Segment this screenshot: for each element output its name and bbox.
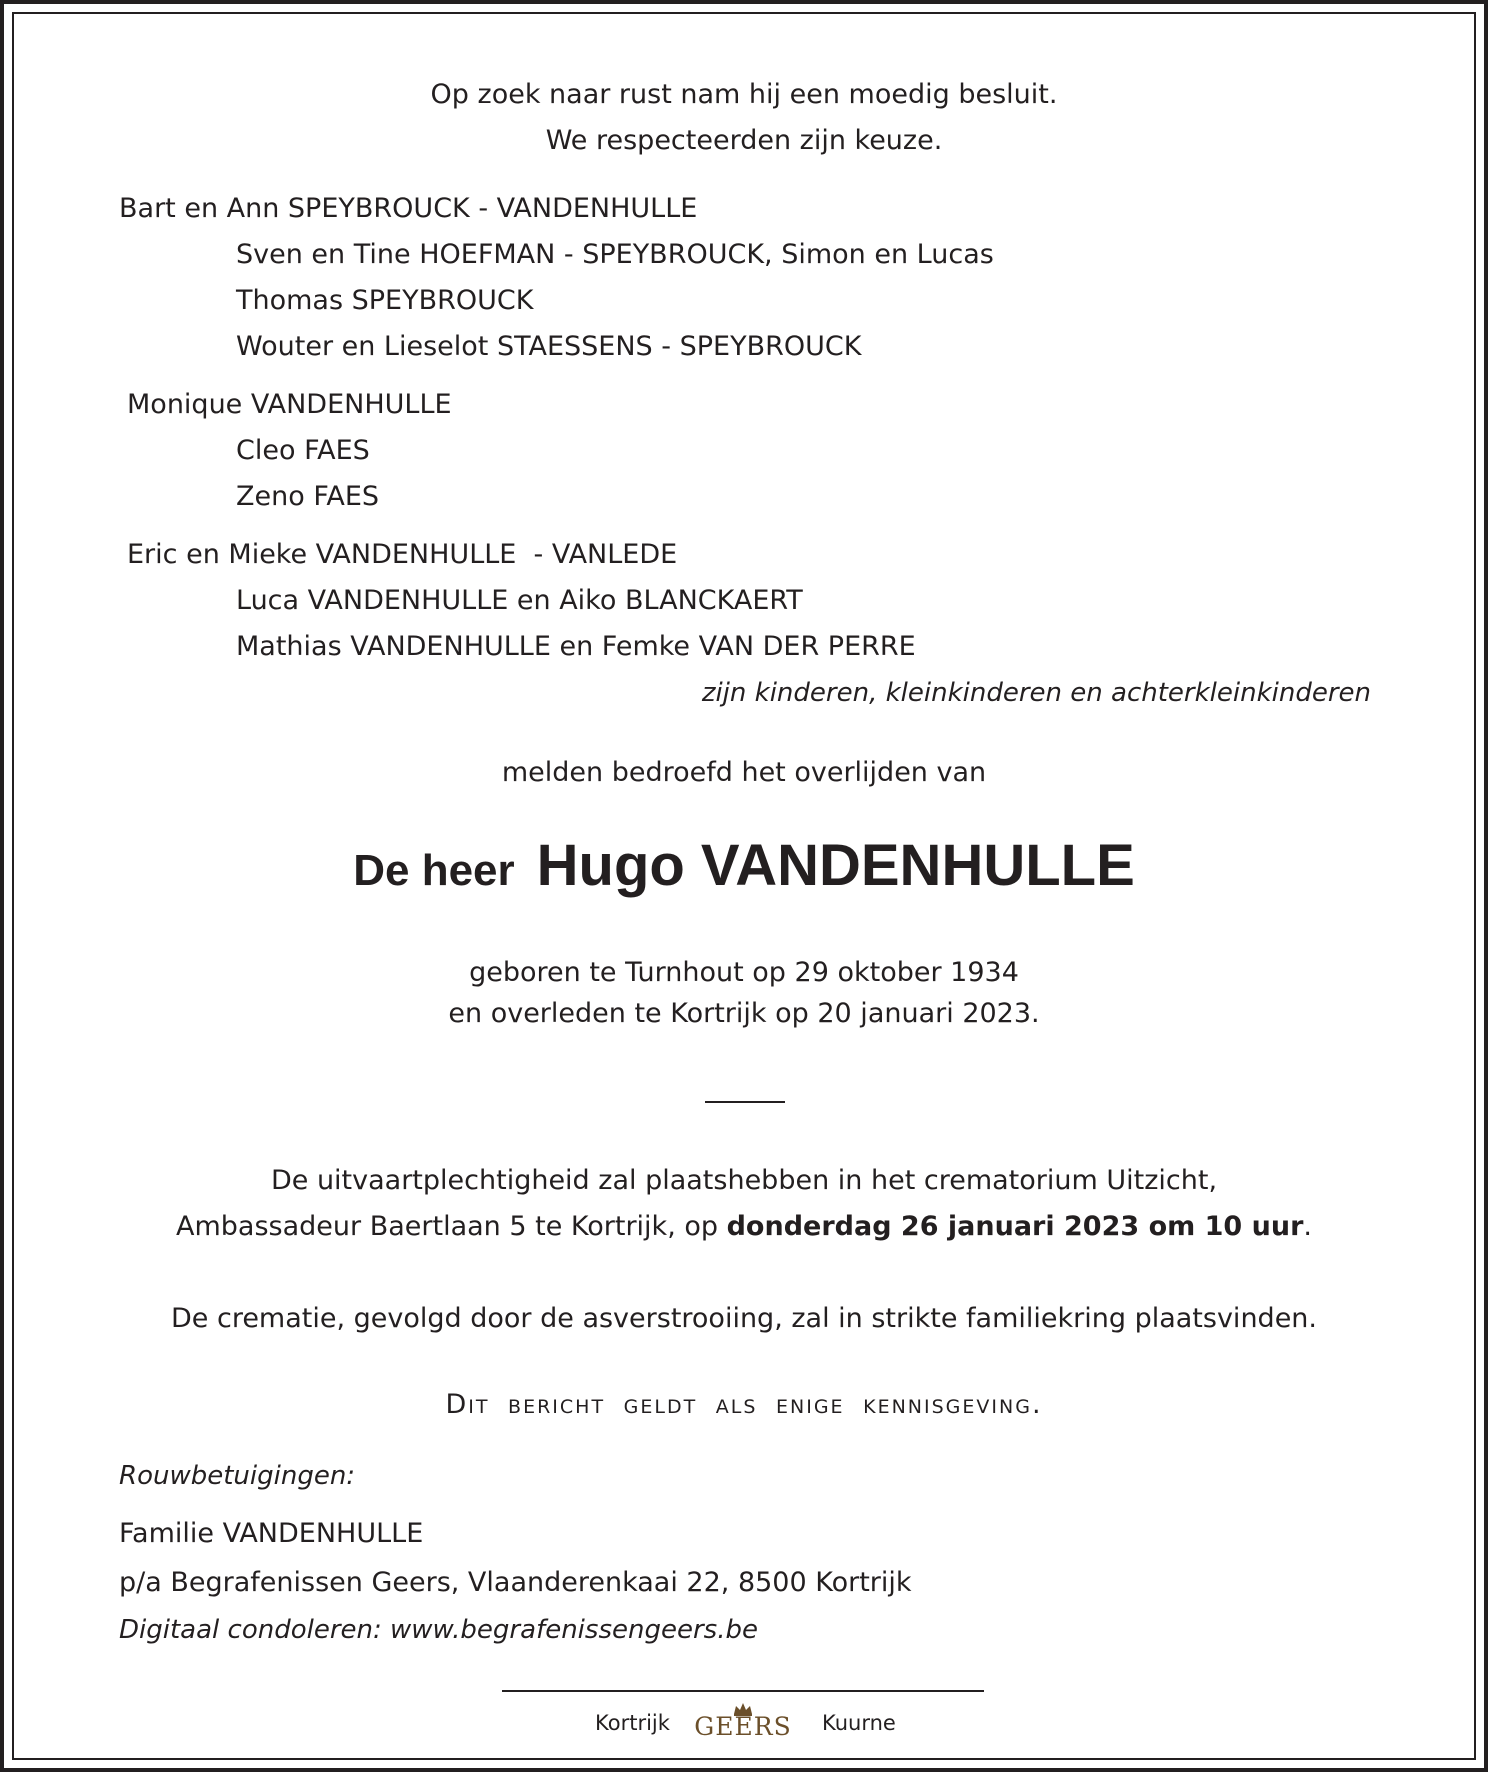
ceremony-line-1: De uitvaartplechtigheid zal plaatshebben in het crematorium Uitzicht, xyxy=(270,1165,1218,1196)
family-member: Zeno FAES xyxy=(236,481,380,512)
condolences-website: Digitaal condoleren: www.begrafenissengeers.be xyxy=(119,1615,758,1645)
footer-location-left: Kortrijk xyxy=(595,1711,670,1735)
deceased-last-name: VANDENHULLE xyxy=(700,833,1135,898)
condolences-name: Familie VANDENHULLE xyxy=(119,1518,424,1549)
family-member: Sven en Tine HOEFMAN - SPEYBROUCK, Simon en Lucas xyxy=(236,239,994,270)
family-member: Thomas SPEYBROUCK xyxy=(236,285,534,316)
ceremony-line-2 xyxy=(0,1210,1488,1244)
family-group-2-head: Monique VANDENHULLE xyxy=(127,389,452,420)
relation-caption: zijn kinderen, kleinkinderen en achterkleinkinderen xyxy=(701,678,1371,708)
motto-line-1: Op zoek naar rust nam hij een moedig besluit. xyxy=(430,79,1058,110)
condolences-address: p/a Begrafenissen Geers, Vlaanderenkaai 22, 8500 Kortrijk xyxy=(119,1567,912,1598)
birth-line: geboren te Turnhout op 29 oktober 1934 xyxy=(469,957,1019,988)
footer-divider xyxy=(502,1690,984,1692)
notice-line: Dit bericht geldt als enige kennisgeving. xyxy=(445,1389,1043,1420)
death-line: en overleden te Kortrijk op 20 januari 2023. xyxy=(448,998,1040,1029)
geers-logo xyxy=(690,1702,796,1746)
condolences-label: Rouwbetuigingen: xyxy=(119,1461,356,1491)
announcement: melden bedroefd het overlijden van xyxy=(501,757,987,788)
family-member: Luca VANDENHULLE en Aiko BLANCKAERT xyxy=(236,585,803,616)
footer-location-right: Kuurne xyxy=(822,1711,896,1735)
logo-wordmark: GEERS xyxy=(694,1712,792,1741)
deceased-title: De heer xyxy=(353,846,515,895)
family-member: Cleo FAES xyxy=(236,435,370,466)
family-group-3-head: Eric en Mieke VANDENHULLE - VANLEDE xyxy=(127,539,678,570)
family-member: Mathias VANDENHULLE en Femke VAN DER PERRE xyxy=(236,631,916,662)
ceremony-location: Ambassadeur Baertlaan 5 te Kortrijk, op xyxy=(176,1211,727,1242)
motto-line-2: We respecteerden zijn keuze. xyxy=(545,125,943,156)
ceremony-datetime: donderdag 26 januari 2023 om 10 uur xyxy=(726,1211,1304,1242)
cremation-line: De crematie, gevolgd door de asverstrooiing, zal in strikte familiekring plaatsvinden. xyxy=(170,1303,1317,1334)
deceased-name xyxy=(0,832,1488,899)
deceased-first-name: Hugo xyxy=(536,833,685,898)
family-group-1-head: Bart en Ann SPEYBROUCK - VANDENHULLE xyxy=(119,193,698,224)
ceremony-period: . xyxy=(1303,1211,1312,1242)
short-divider xyxy=(705,1101,785,1103)
family-member: Wouter en Lieselot STAESSENS - SPEYBROUCK xyxy=(236,331,862,362)
